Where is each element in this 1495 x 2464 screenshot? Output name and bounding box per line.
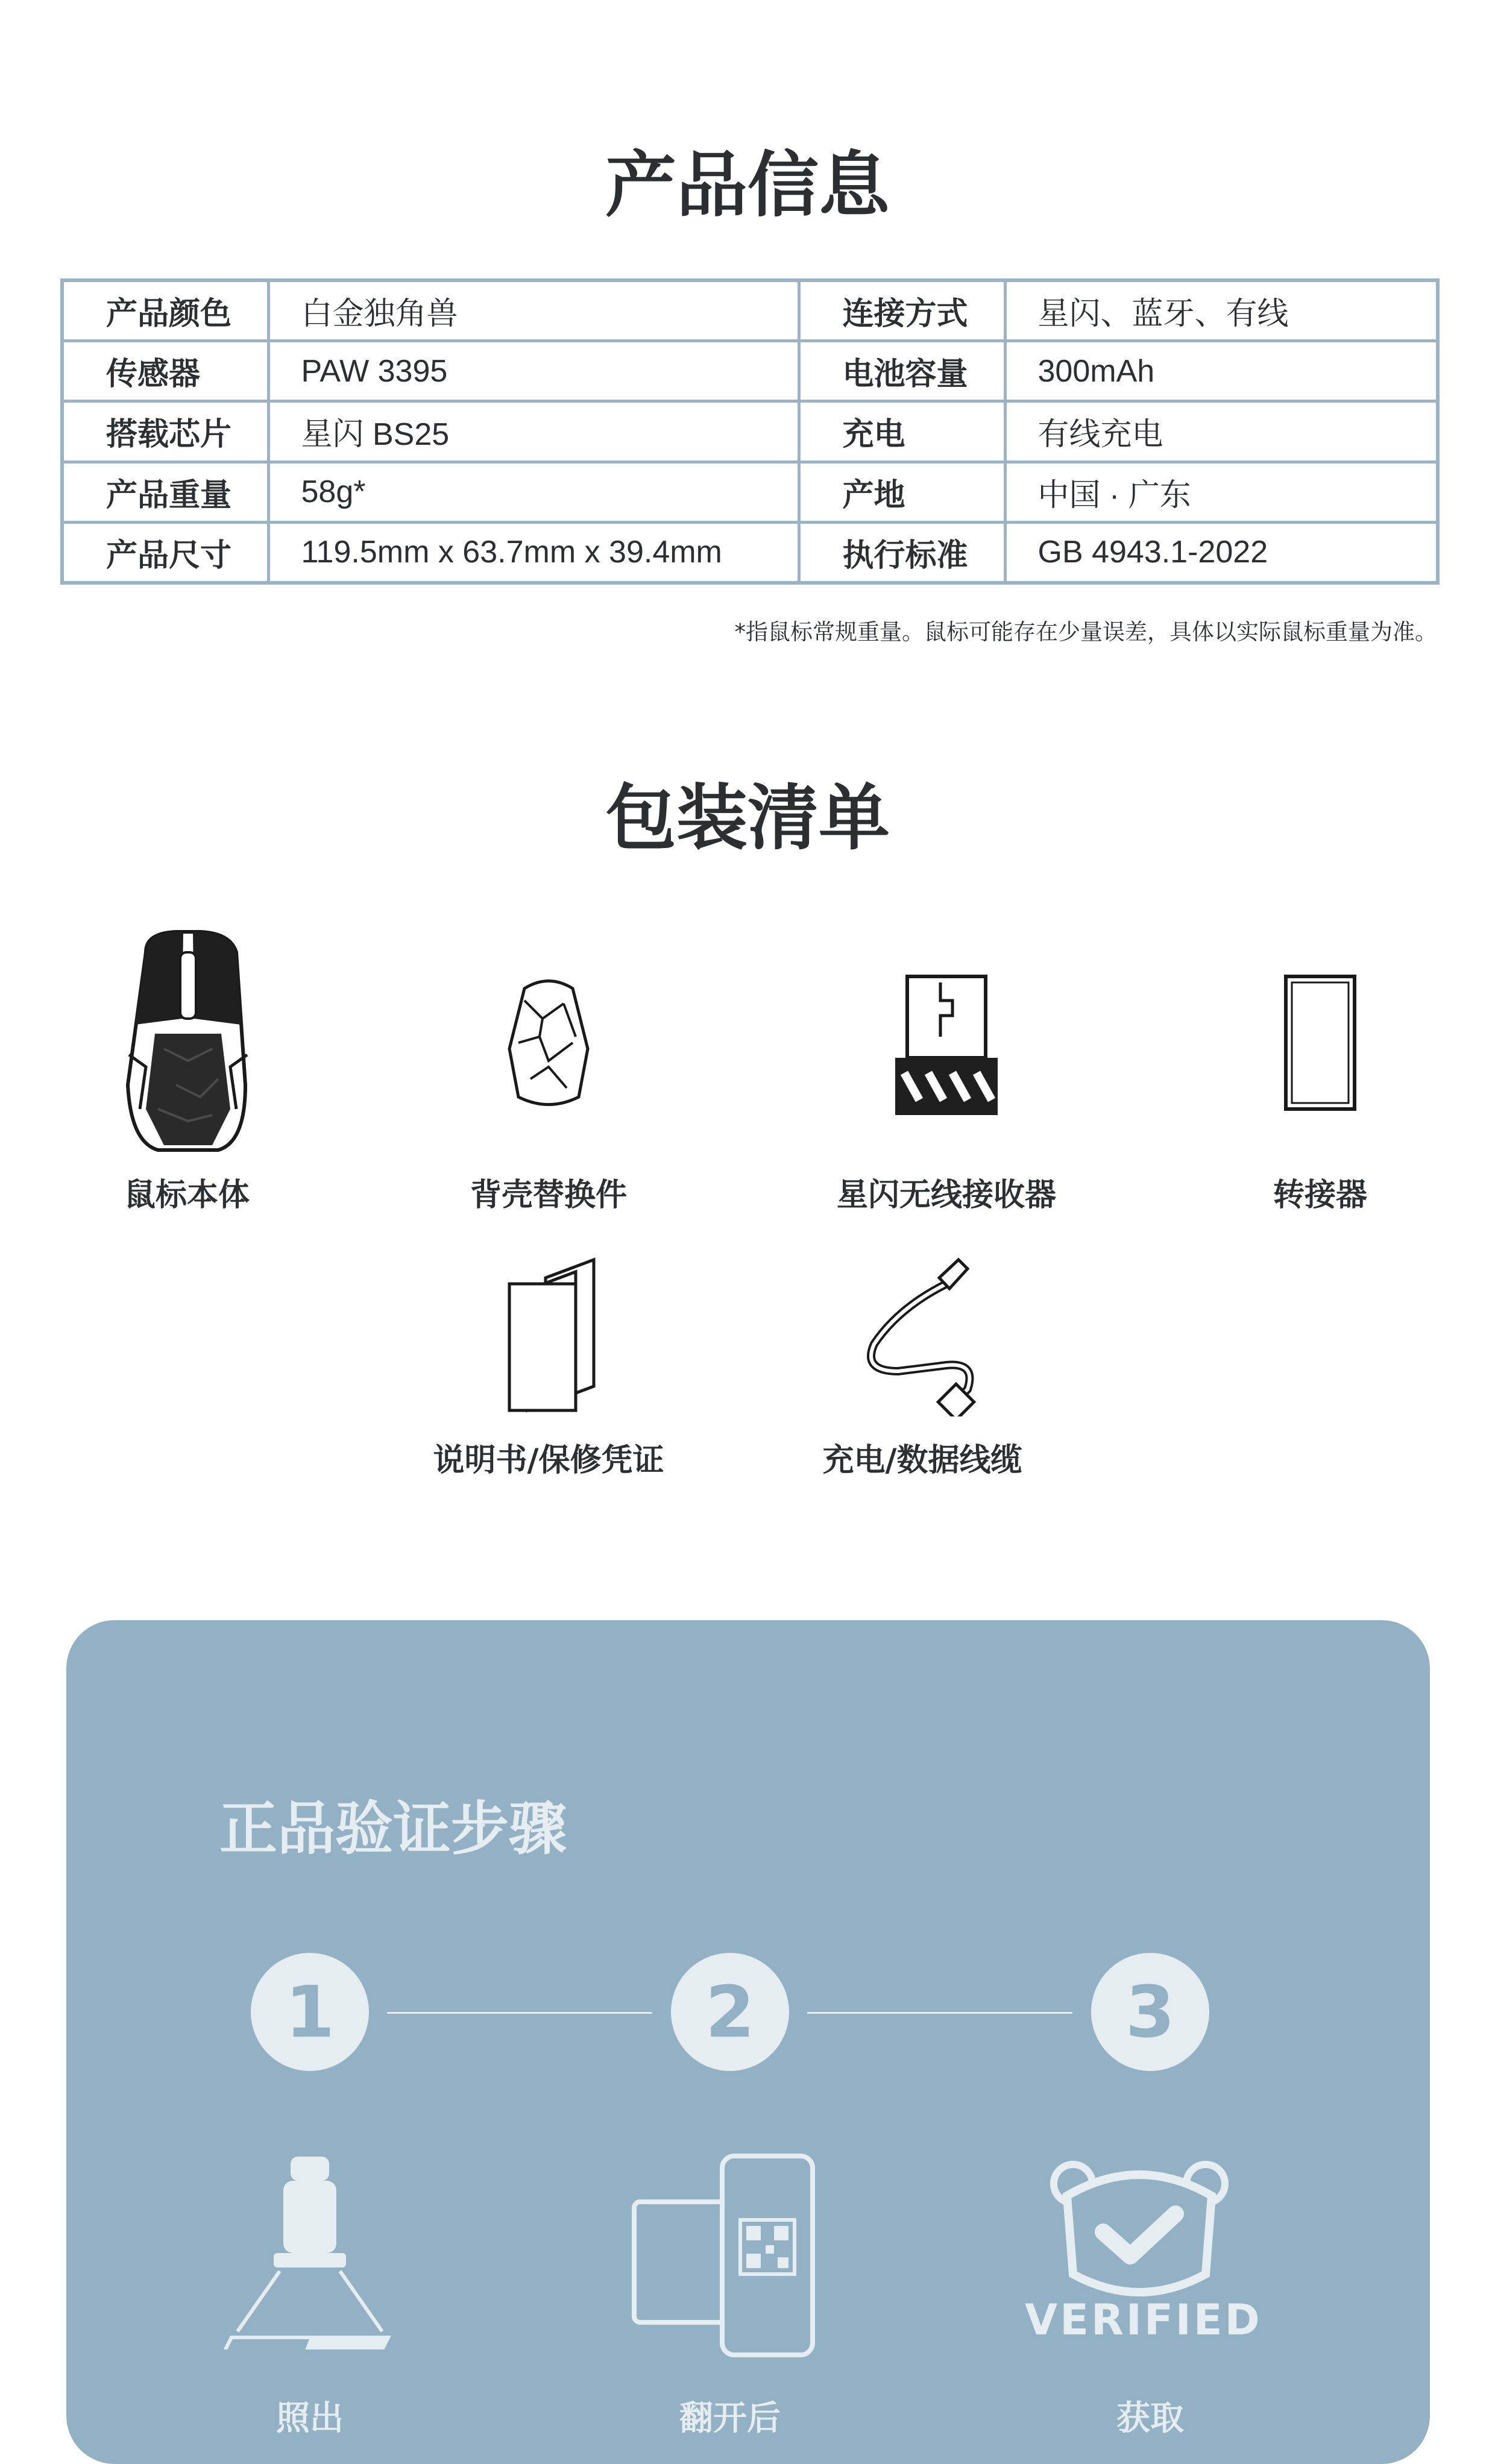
- step-connector: [387, 2012, 652, 2014]
- spec-value: 58g*: [268, 462, 799, 522]
- spec-key: 产品尺寸: [62, 522, 268, 583]
- table-row: [62, 462, 1438, 522]
- spec-value: 星闪 BS25: [268, 401, 799, 462]
- spec-key: 产品颜色: [62, 280, 268, 341]
- verification-card: [66, 1620, 1430, 2464]
- spec-value: GB 4943.1-2022: [1005, 522, 1438, 583]
- package-item-receiver: [760, 928, 1133, 1230]
- step-1-caption: 照出: [276, 2399, 344, 2438]
- spec-key: 产品重量: [62, 462, 268, 522]
- weight-footnote: *指鼠标常规重量。鼠标可能存在少量误差，具体以实际鼠标重量为准。: [734, 619, 1437, 645]
- uv-lamp-icon: [213, 2157, 406, 2349]
- table-row: [62, 341, 1438, 401]
- wireless-receiver-icon: [760, 928, 1133, 1157]
- spec-key: 搭载芯片: [62, 401, 268, 462]
- step-2-caption: 翻开后: [679, 2399, 781, 2438]
- spec-value: 白金独角兽: [268, 280, 799, 341]
- spec-key: 电池容量: [799, 341, 1005, 401]
- package-item-label: 充电/数据线缆: [822, 1442, 1022, 1479]
- spec-value: PAW 3395: [268, 341, 799, 401]
- package-item-manual: [362, 1254, 735, 1495]
- back-shell-icon: [362, 928, 735, 1157]
- package-item-label: 说明书/保修凭证: [433, 1442, 664, 1479]
- spec-value: 星闪、蓝牙、有线: [1005, 280, 1438, 341]
- mouse-icon: [0, 928, 374, 1157]
- spec-table: [60, 278, 1440, 585]
- spec-value: 119.5mm x 63.7mm x 39.4mm: [268, 522, 799, 583]
- step-3-caption: 获取: [1116, 2399, 1184, 2438]
- spec-key: 传感器: [62, 341, 268, 401]
- spec-key: 连接方式: [799, 280, 1005, 341]
- table-row: [62, 522, 1438, 583]
- adapter-icon: [1133, 928, 1495, 1157]
- manual-icon: [362, 1254, 735, 1416]
- package-item-label: 背壳替换件: [470, 1177, 627, 1213]
- product-info-title: 产品信息: [605, 143, 890, 227]
- package-item-mouse: [0, 928, 374, 1230]
- package-item-label: 鼠标本体: [124, 1177, 250, 1213]
- spec-value: 300mAh: [1005, 341, 1438, 401]
- table-row: [62, 280, 1438, 341]
- package-item-cable: [735, 1254, 1109, 1495]
- package-item-back-shell: [362, 928, 735, 1230]
- package-item-label: 星闪无线接收器: [836, 1177, 1056, 1213]
- spec-value: 有线充电: [1005, 401, 1438, 462]
- step-3-badge: 3: [1091, 1953, 1209, 2071]
- verification-title: 正品验证步骤: [219, 1795, 567, 1862]
- spec-value: 中国 · 广东: [1005, 462, 1438, 522]
- package-item-label: 转接器: [1273, 1177, 1367, 1213]
- spec-key: 执行标准: [799, 522, 1005, 583]
- package-title: 包装清单: [605, 776, 890, 860]
- step-1-badge: 1: [251, 1953, 369, 2071]
- spec-key: 产地: [799, 462, 1005, 522]
- step-connector: [807, 2012, 1072, 2014]
- verified-label: VERIFIED: [1025, 2295, 1262, 2345]
- step-2-badge: 2: [671, 1953, 789, 2071]
- table-row: [62, 401, 1438, 462]
- cable-icon: [735, 1254, 1109, 1416]
- package-item-adapter: [1133, 928, 1495, 1230]
- spec-key: 充电: [799, 401, 1005, 462]
- qr-card-icon: [632, 2154, 825, 2371]
